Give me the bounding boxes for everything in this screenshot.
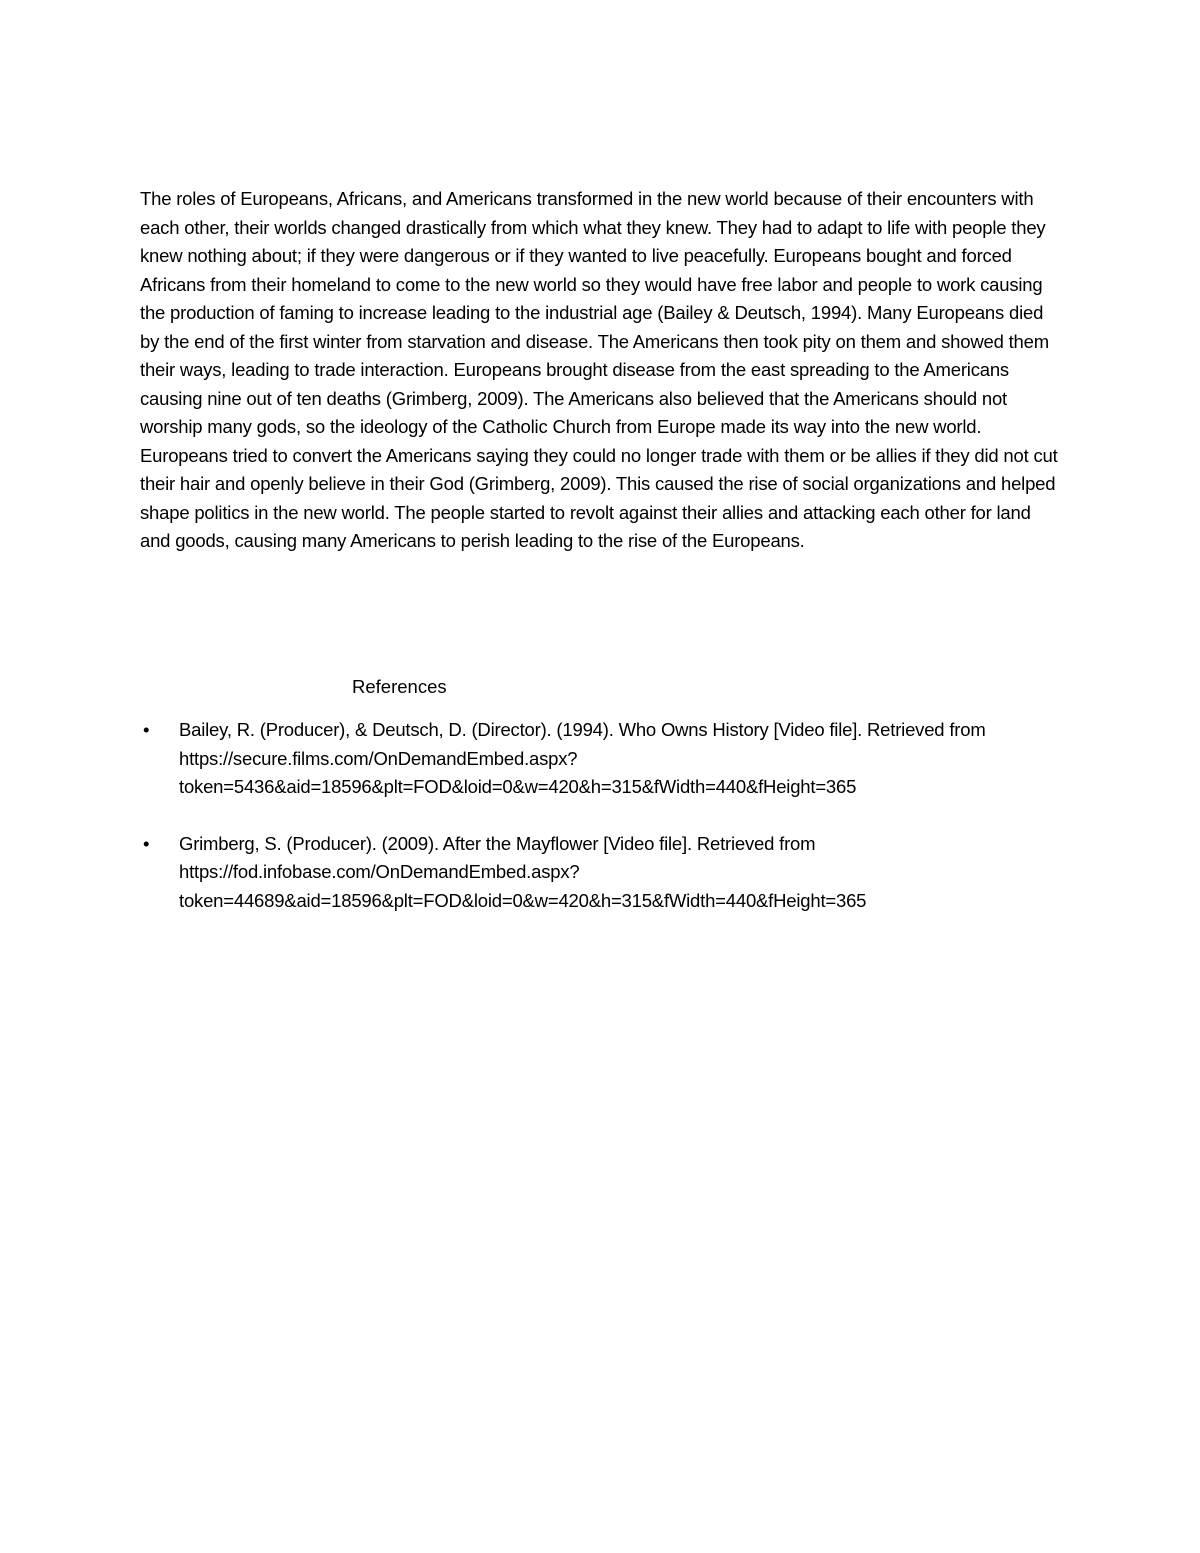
bullet-icon: • <box>143 832 150 854</box>
body-paragraph: The roles of Europeans, Africans, and Americans transformed in the new world because of their encounters with each other, their worlds changed drastically from which what they knew. They had to adapt to life with people they knew nothing about; if they were dangerous or if they wanted to live peacefully. Europeans bought and forced Africans from their homeland to come to the new world so they would have free labor and people to work causing the production of faming to increase leading to the industrial age (Bailey & Deutsch, 1994). Many Europeans died by the end of the first winter from starvation and disease. The Americans then took pity on them and showed them their ways, leading to trade interaction. Europeans brought disease from the east spreading to the Americans causing nine out of ten deaths (Grimberg, 2009). The Americans also believed that the Americans should not worship many gods, so the ideology of the Catholic Church from Europe made its way into the new world. Europeans tried to convert the Americans saying they could no longer trade with them or be allies if they did not cut their hair and openly believe in their God (Grimberg, 2009). This caused the rise of social organizations and helped shape politics in the new world. The people started to revolt against their allies and attacking each other for land and goods, causing many Americans to perish leading to the rise of the Europeans. <box>140 188 1058 551</box>
bullet-icon: • <box>143 719 150 740</box>
reference-citation: Grimberg, S. (Producer). (2009). After the Mayflower [Video file]. Retrieved from <box>179 832 816 854</box>
reference-citation: Bailey, R. (Producer), & Deutsch, D. (Director). (1994). Who Owns History [Video file]. Retrieved from <box>179 719 986 740</box>
reference-url: https://secure.films.com/OnDemandEmbed.aspx? <box>179 747 578 769</box>
reference-url: https://fod.infobase.com/OnDemandEmbed.aspx? <box>179 861 580 882</box>
references-list <box>140 716 1065 943</box>
reference-url-query: token=5436&aid=18596&plt=FOD&loid=0&w=420&h=315&fWidth=440&fHeight=365 <box>179 776 857 797</box>
reference-url-query: token=44689&aid=18596&plt=FOD&loid=0&w=420&h=315&fWidth=440&fHeight=365 <box>179 889 867 911</box>
reference-item-grimberg <box>140 830 1065 916</box>
references-heading: References <box>352 676 447 697</box>
reference-item-bailey <box>140 716 1065 802</box>
